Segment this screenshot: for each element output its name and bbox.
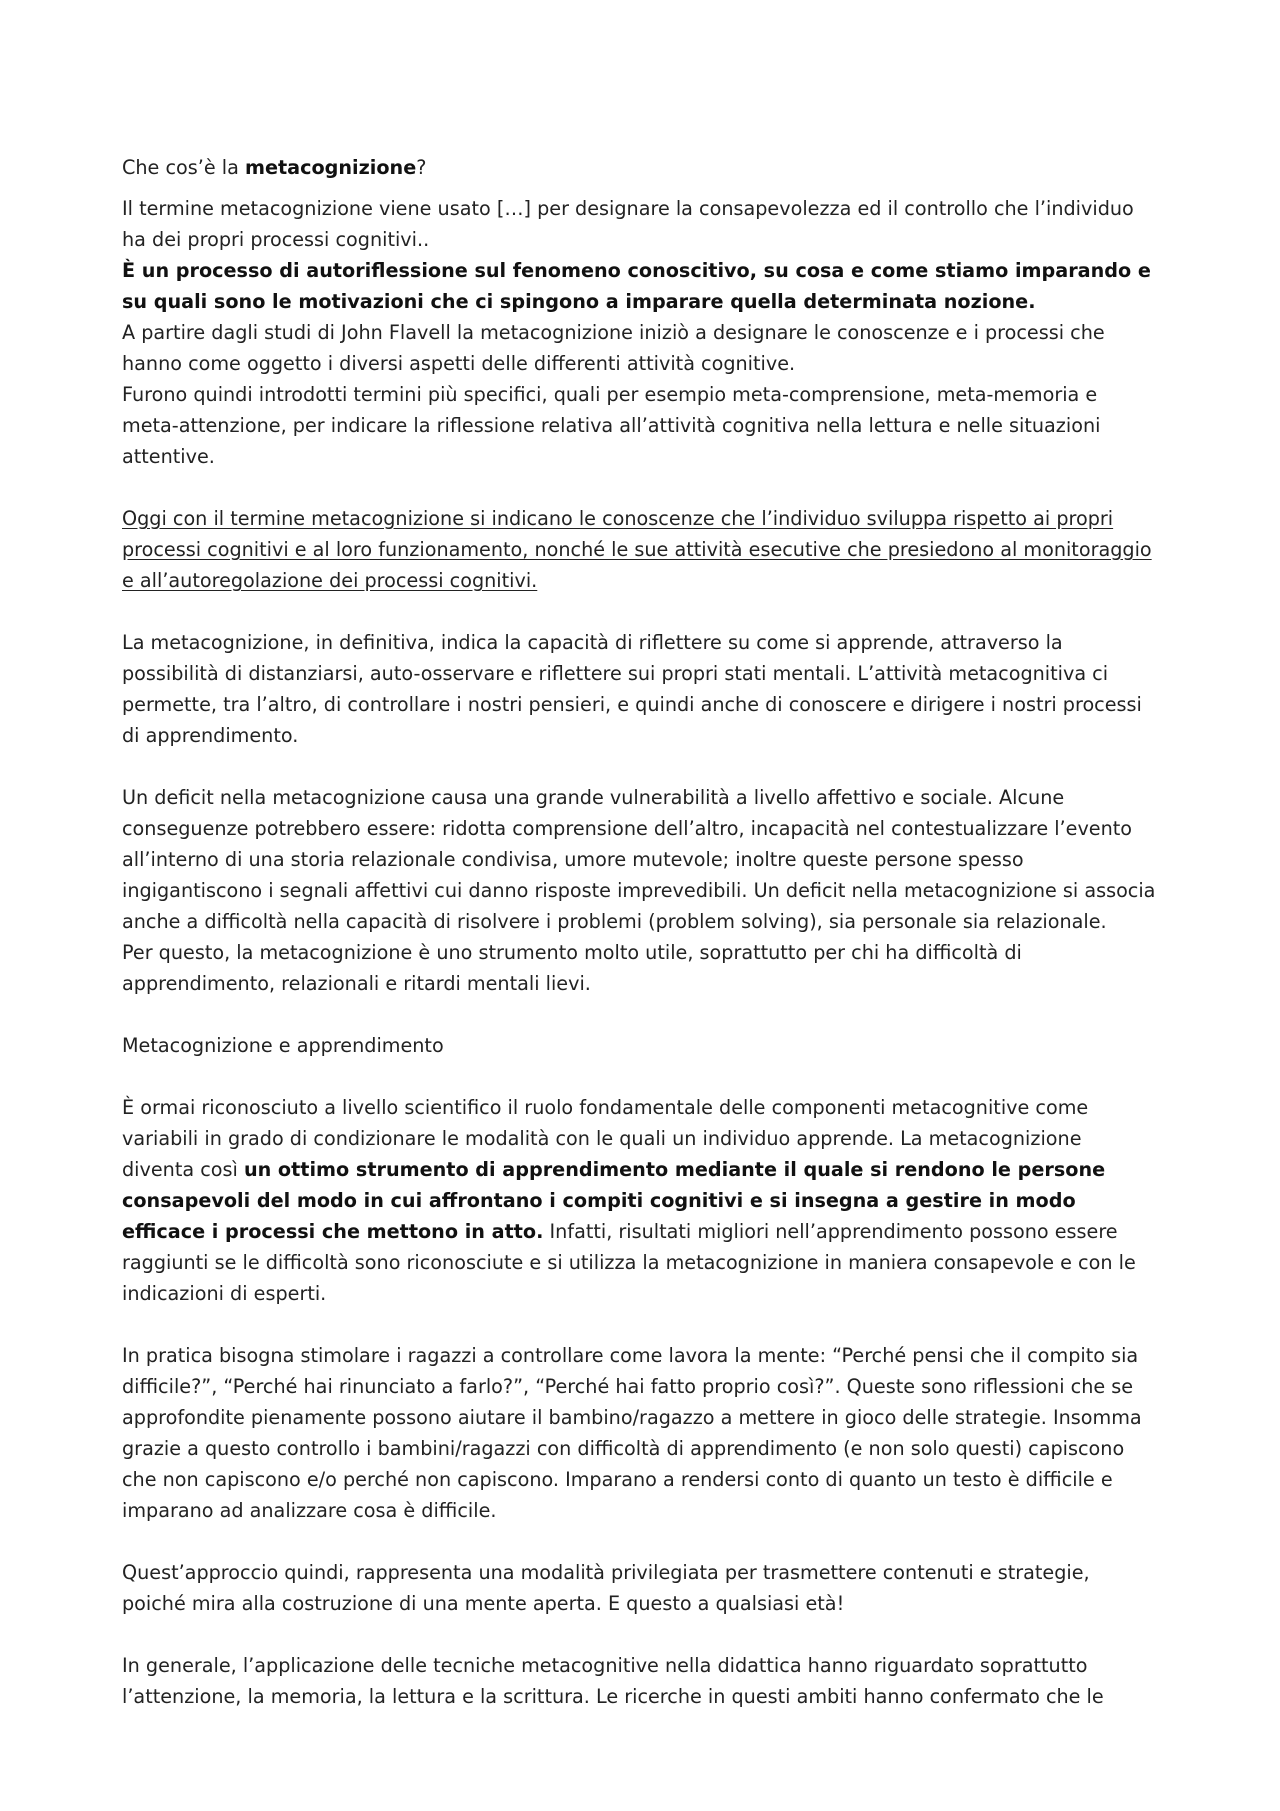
learning-paragraph: È ormai riconosciuto a livello scientifico il ruolo fondamentale delle componenti metacognitive come variabili in grado di condizionare le modalità con le quali un individuo apprende. La metacognizione diventa così un ottimo strumento di apprendimento mediante il quale si rendono le persone consapevoli del modo in cui affrontano i compiti cognitivi e si insegna a gestire in modo efficace i processi che mettono in atto. Infatti, risultati migliori nell’apprendimento possono essere raggiunti se le difficoltà sono riconosciute e si utilizza la metacognizione in maniera consapevole e con le indicazioni di esperti. (122, 1096, 1136, 1305)
section-heading: Metacognizione e apprendimento (122, 1034, 444, 1057)
intro-definition: Il termine metacognizione viene usato […] per designare la consapevolezza ed il controllo che l’individuo ha dei propri processi cognitivi.. (122, 197, 1134, 251)
practice-paragraph: In pratica bisogna stimolare i ragazzi a controllare come lavora la mente: “Perché pensi che il compito sia difficile?”, “Perché hai rinunciato a farlo?”, “Perché hai fatto proprio così?”. Queste sono riflessioni che se approfondite pienamente possono aiutare il bambino/ragazzo a mettere in gioco delle strategie. Insomma grazie a questo controllo i bambini/ragazzi con difficoltà di apprendimento (e non solo questi) capiscono che non capiscono e/o perché non capiscono. Imparano a rendersi conto di quanto un testo è difficile e imparano ad analizzare cosa è difficile. (122, 1344, 1142, 1522)
definition-paragraph: La metacognizione, in definitiva, indica la capacità di riflettere su come si apprende, attraverso la possibilità di distanziarsi, auto-osservare e riflettere sui propri stati mentali. L’attività metacognitiva ci permette, tra l’altro, di controllare i nostri pensieri, e quindi anche di conoscere e dirigere i nostri processi di apprendimento. (122, 631, 1142, 747)
title-suffix: ? (416, 156, 427, 179)
deficit-paragraph: Un deficit nella metacognizione causa una grande vulnerabilità a livello affettivo e sociale. Alcune conseguenze potrebbero essere: ridotta comprensione dell’altro, incapacità nel contestualizzare l’evento all’interno di una storia relazionale condivisa, umore mutevole; inoltre queste persone spesso ingigantiscono i segnali affettivi cui danno risposte imprevedibili. Un deficit nella metacognizione si associa anche a difficoltà nella capacità di risolvere i problemi (problem solving), sia personale sia relazionale. (122, 786, 1156, 933)
approach-paragraph: Quest’approccio quindi, rappresenta una modalità privilegiata per trasmettere contenuti e strategie, poiché mira alla costruzione di una mente aperta. E questo a qualsiasi età! (122, 1561, 1090, 1615)
intro-bold-statement: È un processo di autoriflessione sul fenomeno conoscitivo, su cosa e come stiamo imparando e su quali sono le motivazioni che ci spingono a imparare quella determinata nozione. (122, 259, 1151, 313)
intro-flavell: A partire dagli studi di John Flavell la metacognizione iniziò a designare le conoscenze e i processi che hanno come oggetto i diversi aspetti delle differenti attività cognitive. (122, 321, 1105, 375)
intro-block (122, 193, 1158, 472)
learning-bold-statement: un ottimo strumento di apprendimento mediante il quale si rendono le persone consapevoli del modo in cui affrontano i compiti cognitivi e si insegna a gestire in modo efficace i processi che mettono in atto. (122, 1158, 1106, 1243)
general-paragraph: In generale, l’applicazione delle tecniche metacognitive nella didattica hanno riguardato soprattutto l’attenzione, la memoria, la lettura e la scrittura. Le ricerche in questi ambiti hanno confermato che le (122, 1654, 1104, 1708)
underlined-definition: Oggi con il termine metacognizione si indicano le conoscenze che l’individuo sviluppa rispetto ai propri processi cognitivi e al loro funzionamento, nonché le sue attività esecutive che presiedono al monitoraggio e all’autoregolazione dei processi cognitivi. (122, 507, 1152, 592)
intro-meta-terms: Furono quindi introdotti termini più specifici, quali per esempio meta-comprensione, meta-memoria e meta-attenzione, per indicare la riflessione relativa all’attività cognitiva nella lettura e nelle situazioni attentive. (122, 383, 1101, 468)
deficit-block (122, 782, 1158, 999)
title-keyword: metacognizione (244, 156, 417, 179)
document-title (122, 152, 1158, 183)
title-prefix: Che cos’è la (122, 156, 245, 179)
deficit-conclusion: Per questo, la metacognizione è uno strumento molto utile, soprattutto per chi ha difficoltà di apprendimento, relazionali e ritardi mentali lievi. (122, 941, 1022, 995)
